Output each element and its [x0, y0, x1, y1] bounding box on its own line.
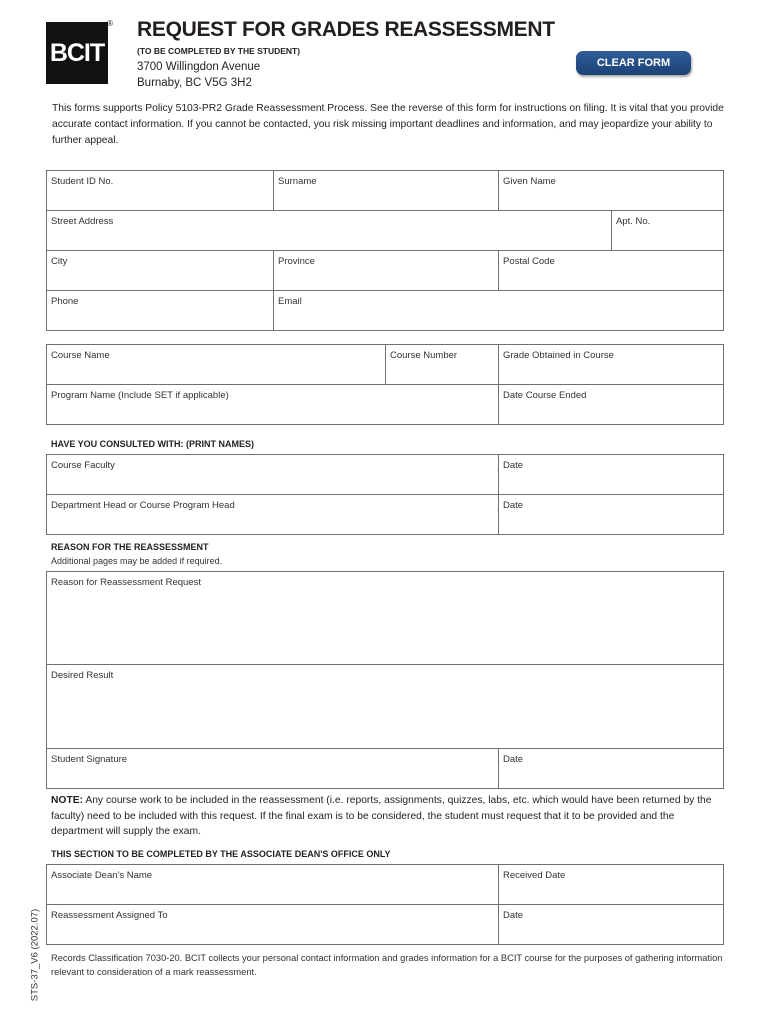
apt-no-field[interactable]: Apt. No.	[612, 211, 724, 251]
office-grid	[46, 864, 724, 945]
city-field[interactable]: City	[47, 251, 274, 291]
note-paragraph	[51, 793, 723, 840]
grid-row	[47, 211, 724, 251]
department-head-date-field[interactable]: Date	[499, 495, 724, 535]
grid-row	[47, 385, 724, 425]
province-field[interactable]: Province	[274, 251, 499, 291]
intro-paragraph: This forms supports Policy 5103-PR2 Grade Reassessment Process. See the reverse of this form for instructions on filing. It is vital that you provide accurate contact information. If you cannot be contacted, you risk missing important deadlines and information, and may jeopardize your ability to further appeal.	[52, 103, 724, 146]
form-subtitle: (TO BE COMPLETED BY THE STUDENT)	[137, 46, 301, 56]
logo-text: BCIT	[49, 38, 105, 67]
registered-mark: ®	[107, 19, 113, 28]
grid-row	[47, 665, 724, 749]
program-name-field[interactable]: Program Name (Include SET if applicable)	[47, 385, 499, 425]
grid-row	[47, 865, 724, 905]
grade-obtained-field[interactable]: Grade Obtained in Course	[499, 345, 724, 385]
received-date-field[interactable]: Received Date	[499, 865, 724, 905]
grid-row	[47, 905, 724, 945]
grid-row	[47, 171, 724, 211]
course-info-grid	[46, 344, 724, 425]
reason-subheading: Additional pages may be added if required.	[51, 556, 223, 566]
bcit-logo	[46, 22, 108, 84]
grid-row	[47, 572, 724, 665]
contact-info-grid	[46, 170, 724, 331]
form-title: REQUEST FOR GRADES REASSESSMENT	[137, 18, 555, 41]
reason-request-field[interactable]: Reason for Reassessment Request	[47, 572, 724, 665]
email-field[interactable]: Email	[274, 291, 724, 331]
note-label: NOTE:	[51, 795, 84, 806]
reason-heading: REASON FOR THE REASSESSMENT	[51, 542, 209, 552]
date-course-ended-field[interactable]: Date Course Ended	[499, 385, 724, 425]
office-heading: THIS SECTION TO BE COMPLETED BY THE ASSOCIATE DEAN'S OFFICE ONLY	[51, 849, 391, 859]
desired-result-field[interactable]: Desired Result	[47, 665, 724, 749]
reassessment-assigned-to-field[interactable]: Reassessment Assigned To	[47, 905, 499, 945]
note-text: Any course work to be included in the reassessment (i.e. reports, assignments, quizzes, labs, etc. which would have been returned by the faculty) need to be included with this request. If the final exam is to be considered, the student must request that it to be provided and the department will supply the exam.	[51, 795, 712, 837]
grid-row	[47, 495, 724, 535]
faculty-date-field[interactable]: Date	[499, 455, 724, 495]
associate-dean-name-field[interactable]: Associate Dean's Name	[47, 865, 499, 905]
signature-date-field[interactable]: Date	[499, 749, 724, 789]
course-number-field[interactable]: Course Number	[386, 345, 499, 385]
course-faculty-field[interactable]: Course Faculty	[47, 455, 499, 495]
consulted-heading: HAVE YOU CONSULTED WITH: (PRINT NAMES)	[51, 439, 254, 449]
consulted-grid	[46, 454, 724, 535]
postal-code-field[interactable]: Postal Code	[499, 251, 724, 291]
student-id-field[interactable]: Student ID No.	[47, 171, 274, 211]
address-line-2: Burnaby, BC V5G 3H2	[137, 77, 252, 89]
department-head-field[interactable]: Department Head or Course Program Head	[47, 495, 499, 535]
assigned-date-field[interactable]: Date	[499, 905, 724, 945]
reason-grid	[46, 571, 724, 789]
grid-row	[47, 251, 724, 291]
grid-row	[47, 749, 724, 789]
student-signature-field[interactable]: Student Signature	[47, 749, 499, 789]
clear-form-button[interactable]: CLEAR FORM	[576, 51, 691, 75]
form-code: STS-37_V6 (2022.07)	[29, 908, 41, 1002]
phone-field[interactable]: Phone	[47, 291, 274, 331]
grid-row	[47, 455, 724, 495]
records-classification: Records Classification 7030-20. BCIT collects your personal contact information and grades information for a BCIT course for the purposes of gathering information relevant to consideration of a mark reassessment.	[51, 953, 723, 977]
address-line-1: 3700 Willingdon Avenue	[137, 61, 261, 73]
course-name-field[interactable]: Course Name	[47, 345, 386, 385]
surname-field[interactable]: Surname	[274, 171, 499, 211]
grid-row	[47, 291, 724, 331]
given-name-field[interactable]: Given Name	[499, 171, 724, 211]
grid-row	[47, 345, 724, 385]
street-address-field[interactable]: Street Address	[47, 211, 612, 251]
